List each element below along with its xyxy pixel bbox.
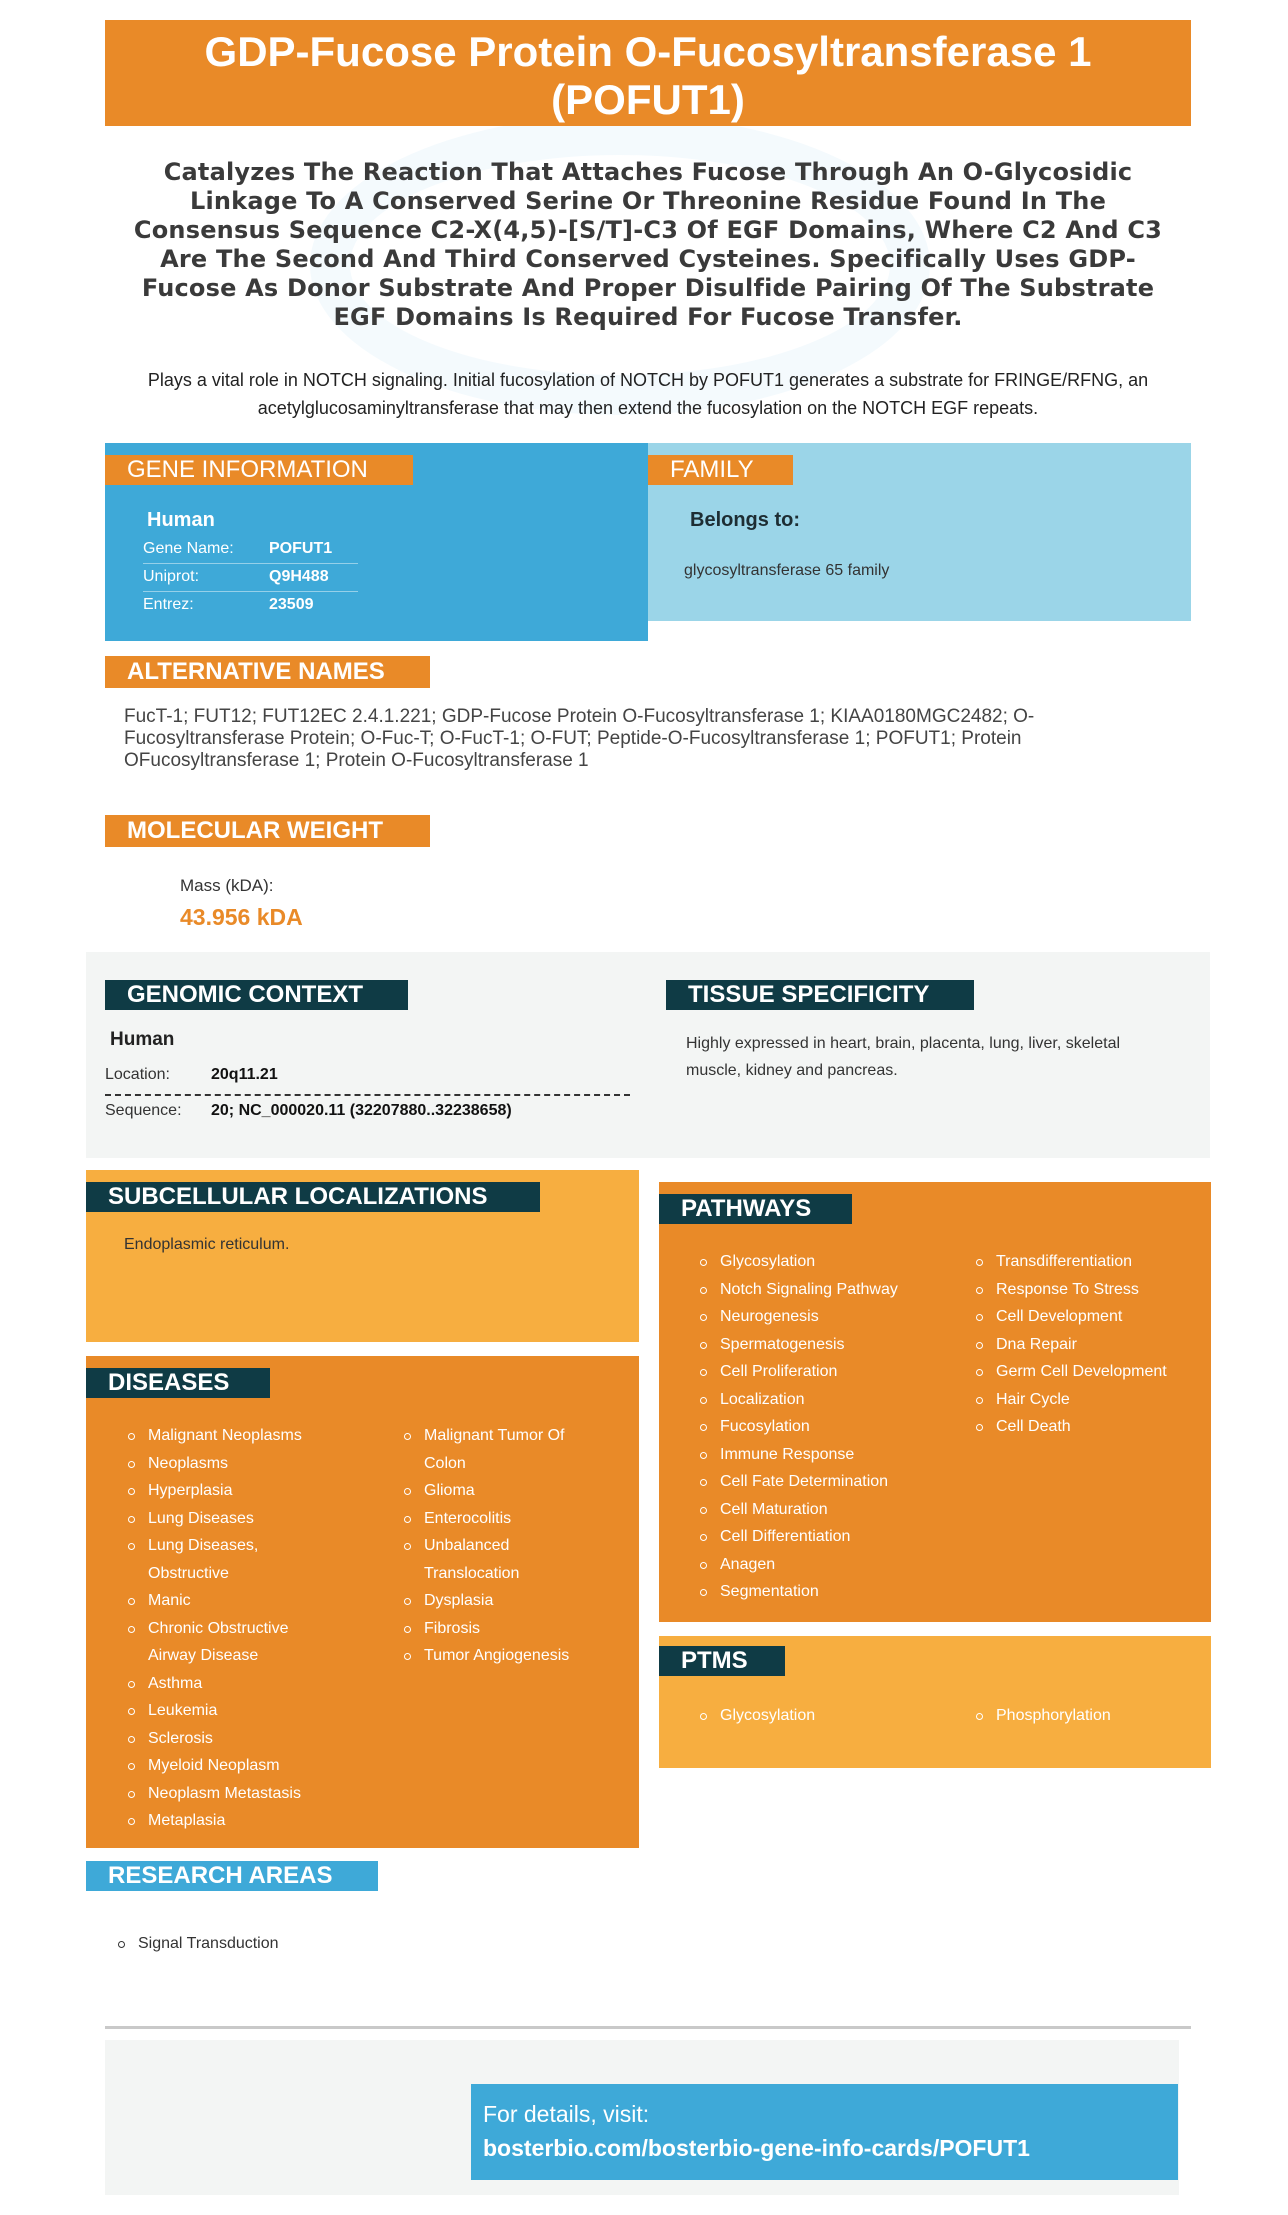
list-item: Lung Diseases	[128, 1505, 328, 1533]
subcellular-text: Endoplasmic reticulum.	[124, 1236, 290, 1253]
list-item: Glioma	[404, 1477, 584, 1505]
family-panel	[648, 443, 1191, 621]
gene-information-header: GENE INFORMATION	[105, 455, 413, 485]
sequence-value: 20; NC_000020.11 (32207880..32238658)	[211, 1102, 512, 1119]
subcellular-header: SUBCELLULAR LOCALIZATIONS	[86, 1182, 540, 1212]
genomic-species: Human	[110, 1029, 175, 1050]
list-item: Hyperplasia	[128, 1477, 328, 1505]
list-item: Dna Repair	[976, 1331, 1201, 1359]
family-text: glycosyltransferase 65 family	[684, 562, 890, 579]
diseases-list-col1	[128, 1422, 328, 1835]
list-item: Myeloid Neoplasm	[128, 1752, 328, 1780]
list-item: Tumor Angiogenesis	[404, 1642, 584, 1670]
list-item: Cell Proliferation	[700, 1358, 960, 1386]
uniprot-row	[143, 564, 358, 592]
list-item: Lung Diseases, Obstructive	[128, 1532, 328, 1587]
list-item: Cell Development	[976, 1303, 1201, 1331]
alternative-names-header: ALTERNATIVE NAMES	[105, 656, 430, 688]
list-item: Neoplasms	[128, 1450, 328, 1478]
details-label: For details, visit:	[483, 2101, 650, 2127]
list-item: Cell Maturation	[700, 1496, 960, 1524]
list-item: Notch Signaling Pathway	[700, 1276, 960, 1304]
pathways-header: PATHWAYS	[659, 1194, 852, 1224]
footer-divider	[105, 2026, 1191, 2029]
list-item: Cell Fate Determination	[700, 1468, 960, 1496]
list-item: Germ Cell Development	[976, 1358, 1201, 1386]
list-item: Sclerosis	[128, 1725, 328, 1753]
family-header: FAMILY	[648, 455, 793, 485]
entrez-label: Entrez:	[143, 596, 194, 613]
list-item: Cell Death	[976, 1413, 1201, 1441]
sequence-label: Sequence:	[105, 1102, 182, 1119]
list-item: Unbalanced Translocation	[404, 1532, 584, 1587]
list-item: Cell Differentiation	[700, 1523, 960, 1551]
tissue-specificity-header: TISSUE SPECIFICITY	[666, 980, 974, 1010]
list-item: Hair Cycle	[976, 1386, 1201, 1414]
list-item: Metaplasia	[128, 1807, 328, 1835]
list-item: Leukemia	[128, 1697, 328, 1725]
list-item: Enterocolitis	[404, 1505, 584, 1533]
gene-name-value: POFUT1	[269, 540, 333, 557]
gene-information-panel	[105, 443, 648, 641]
list-item: Glycosylation	[700, 1702, 940, 1730]
list-item: Phosphorylation	[976, 1702, 1196, 1730]
gene-name-row	[143, 536, 358, 564]
list-item: Dysplasia	[404, 1587, 584, 1615]
research-areas-header: RESEARCH AREAS	[86, 1861, 378, 1891]
pathways-list-col2	[976, 1248, 1201, 1441]
gene-species: Human	[147, 509, 215, 531]
list-item: Segmentation	[700, 1578, 960, 1606]
list-item: Manic	[128, 1587, 328, 1615]
uniprot-value: Q9H488	[269, 568, 329, 585]
belongs-to-label: Belongs to:	[690, 509, 800, 531]
function-description: Plays a vital role in NOTCH signaling. Initial fucosylation of NOTCH by POFUT1 generates a substrate for FRINGE/RFNG, an acetylglucosaminyltransferase that may then extend the fucosylation on the NOTCH EGF repeats.	[147, 370, 1149, 418]
list-item: Immune Response	[700, 1441, 960, 1469]
diseases-list-col2	[404, 1422, 584, 1670]
list-item: Localization	[700, 1386, 960, 1414]
entrez-row	[143, 592, 358, 620]
list-item: Neoplasm Metastasis	[128, 1780, 328, 1808]
list-item: Chronic Obstructive Airway Disease	[128, 1615, 328, 1670]
page-title: GDP-Fucose Protein O-Fucosyltransferase 1 (POFUT1)	[105, 20, 1191, 126]
list-item: Transdifferentiation	[976, 1248, 1201, 1276]
molecular-weight-header: MOLECULAR WEIGHT	[105, 815, 430, 847]
diseases-header: DISEASES	[86, 1368, 270, 1398]
list-item: Glycosylation	[700, 1248, 960, 1276]
list-item: Anagen	[700, 1551, 960, 1579]
ptms-list-col2	[976, 1702, 1196, 1730]
list-item: Spermatogenesis	[700, 1331, 960, 1359]
gene-name-label: Gene Name:	[143, 540, 234, 557]
uniprot-label: Uniprot:	[143, 568, 200, 585]
ptms-list-col1	[700, 1702, 940, 1730]
mass-label: Mass (kDA):	[180, 876, 274, 895]
pathways-list-col1	[700, 1248, 960, 1606]
location-row	[105, 1066, 630, 1096]
tissue-specificity-text: Highly expressed in heart, brain, placenta, lung, liver, skeletal muscle, kidney and pancreas.	[686, 1035, 1121, 1079]
list-item: Signal Transduction	[118, 1930, 418, 1958]
protein-summary: Catalyzes The Reaction That Attaches Fucose Through An O-Glycosidic Linkage To A Conserved Serine Or Threonine Residue Found In The Consensus Sequence C2-X(4,5)-[S/T]-C3 Of EGF Domains, Where C2 And C3 Are The Second And Third Conserved Cysteines. Specifically Uses GDP-Fucose As Donor Substrate And Proper Disulfide Pairing Of The Substrate EGF Domains Is Required For Fucose Transfer.	[133, 158, 1163, 331]
location-label: Location:	[105, 1066, 170, 1083]
ptms-header: PTMS	[659, 1646, 785, 1676]
details-url-link[interactable]: bosterbio.com/bosterbio-gene-info-cards/POFUT1	[483, 2135, 1030, 2161]
list-item: Asthma	[128, 1670, 328, 1698]
mass-value: 43.956 kDA	[180, 904, 303, 930]
details-link-box[interactable]	[471, 2084, 1178, 2180]
list-item: Fucosylation	[700, 1413, 960, 1441]
list-item: Fibrosis	[404, 1615, 584, 1643]
list-item: Malignant Tumor Of Colon	[404, 1422, 584, 1477]
list-item: Response To Stress	[976, 1276, 1201, 1304]
alternative-names-text: FucT-1; FUT12; FUT12EC 2.4.1.221; GDP-Fucose Protein O-Fucosyltransferase 1; KIAA0180MGC2482; O-Fucosyltransferase Protein; O-Fuc-T; O-FucT-1; O-FUT; Peptide-O-Fucosyltransferase 1; POFUT1; Protein OFucosyltransferase 1; Protein O-Fucosyltransferase 1	[124, 706, 1035, 771]
sequence-row	[105, 1102, 630, 1132]
location-value: 20q11.21	[211, 1066, 278, 1083]
genomic-context-header: GENOMIC CONTEXT	[105, 980, 408, 1010]
entrez-value: 23509	[269, 596, 314, 613]
research-areas-list	[118, 1930, 418, 1958]
list-item: Neurogenesis	[700, 1303, 960, 1331]
list-item: Malignant Neoplasms	[128, 1422, 328, 1450]
